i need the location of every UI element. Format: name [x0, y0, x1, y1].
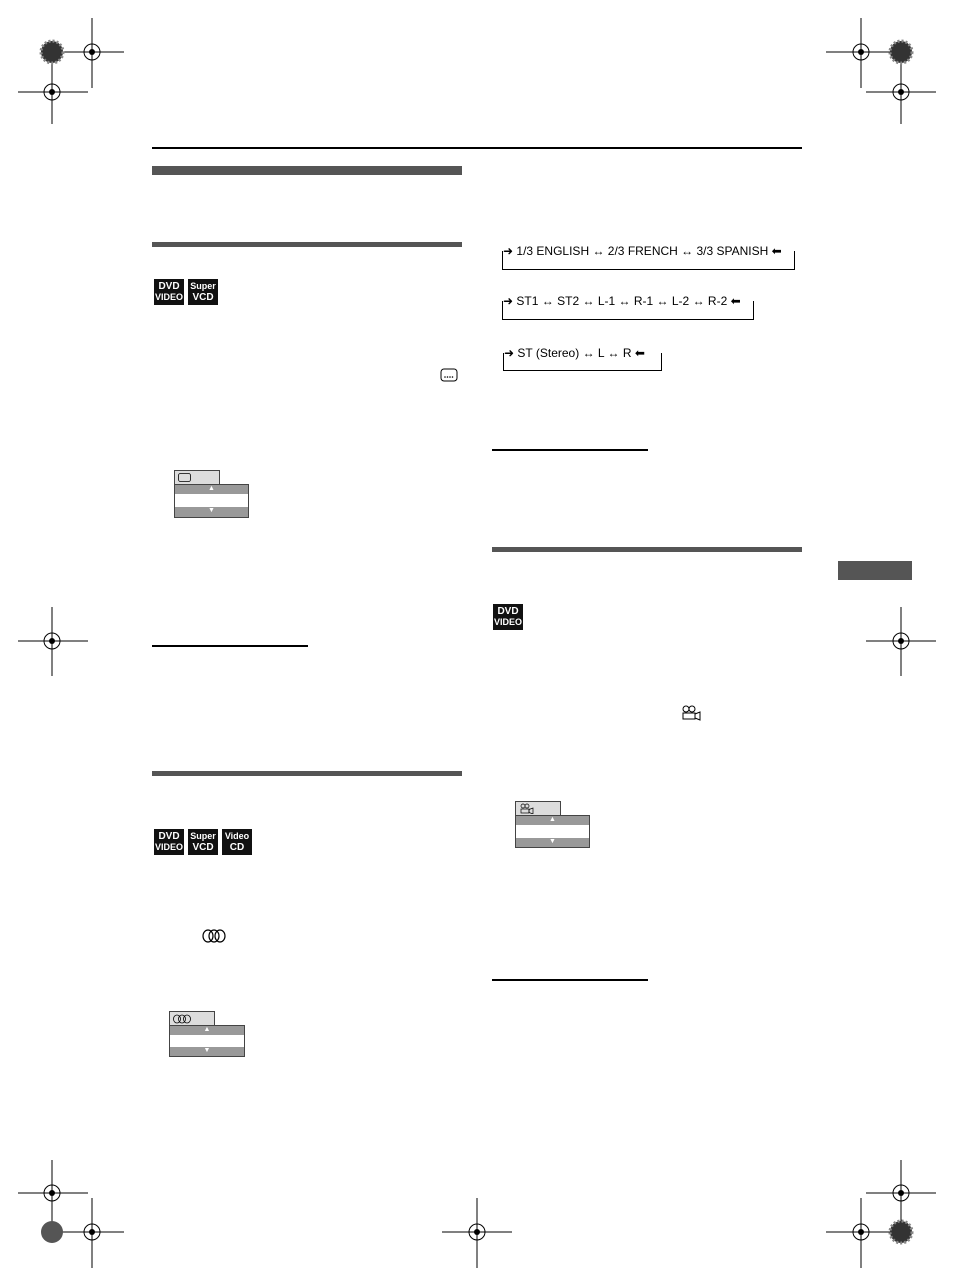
- down-arrow-icon: ▼: [203, 1047, 211, 1054]
- double-arrow-icon: ↔: [541, 294, 554, 308]
- angle-section-bar: [492, 547, 802, 552]
- audio-svcd-flow: [503, 294, 743, 308]
- super-vcd-logo: Super VCD: [188, 279, 218, 305]
- video-cd-logo: Video CD: [222, 829, 252, 855]
- flow-item: ST (Stereo): [517, 346, 580, 360]
- subtitle-icon: [178, 473, 192, 483]
- arrow-icon: ➜: [503, 244, 514, 258]
- flow-item: 2/3 FRENCH: [607, 244, 678, 258]
- flow-item: ST2: [557, 294, 580, 308]
- arrow-icon: ⬅: [634, 346, 645, 360]
- dvd-video-logo: DVD VIDEO: [154, 829, 184, 855]
- subtitle-section-bar: [152, 242, 462, 247]
- audio-section-bar: [152, 771, 462, 776]
- flow-item: 1/3 ENGLISH: [516, 244, 590, 258]
- header-rule: [152, 147, 802, 149]
- note-underline: [492, 979, 648, 981]
- arrow-icon: ➜: [504, 346, 515, 360]
- double-arrow-icon: ↔: [681, 244, 694, 258]
- audio-osd: [169, 1011, 245, 1057]
- dvd-video-logo: DVD VIDEO: [493, 604, 523, 630]
- up-arrow-icon: ▲: [549, 816, 556, 823]
- double-arrow-icon: ↔: [692, 294, 705, 308]
- up-arrow-icon: ▲: [208, 485, 215, 492]
- note-underline: [492, 449, 648, 451]
- double-arrow-icon: ↔: [592, 244, 605, 258]
- audio-icon: [202, 929, 226, 943]
- flow-item: L-2: [671, 294, 690, 308]
- flow-item: R-2: [707, 294, 728, 308]
- arrow-icon: ⬅: [771, 244, 782, 258]
- dvd-video-logo: DVD VIDEO: [154, 279, 184, 305]
- audio-icon: [173, 1014, 191, 1024]
- note-underline: [152, 645, 308, 647]
- double-arrow-icon: ↔: [618, 294, 631, 308]
- up-arrow-icon: ▲: [203, 1026, 211, 1033]
- double-arrow-icon: ↔: [656, 294, 669, 308]
- angle-icon: [519, 803, 535, 814]
- section-title-bar: [152, 166, 462, 175]
- angle-icon: [681, 705, 703, 721]
- flow-item: 3/3 SPANISH: [696, 244, 769, 258]
- flow-item: L: [597, 346, 605, 360]
- angle-osd: [515, 801, 590, 847]
- audio-vcd-flow: [504, 346, 647, 360]
- double-arrow-icon: ↔: [582, 294, 595, 308]
- arrow-icon: ⬅: [730, 294, 741, 308]
- super-vcd-logo: Super VCD: [188, 829, 218, 855]
- subtitle-flow: [503, 244, 784, 258]
- subtitle-osd: [174, 470, 249, 518]
- flow-item: ST1: [516, 294, 539, 308]
- flow-item: L-1: [597, 294, 616, 308]
- double-arrow-icon: ↔: [607, 346, 620, 360]
- flow-item: R-1: [633, 294, 654, 308]
- arrow-icon: ➜: [503, 294, 514, 308]
- down-arrow-icon: ▼: [549, 838, 556, 845]
- side-index-tab: [838, 561, 912, 580]
- down-arrow-icon: ▼: [208, 507, 215, 514]
- flow-item: R: [622, 346, 632, 360]
- double-arrow-icon: ↔: [582, 346, 595, 360]
- subtitle-icon: [440, 368, 458, 382]
